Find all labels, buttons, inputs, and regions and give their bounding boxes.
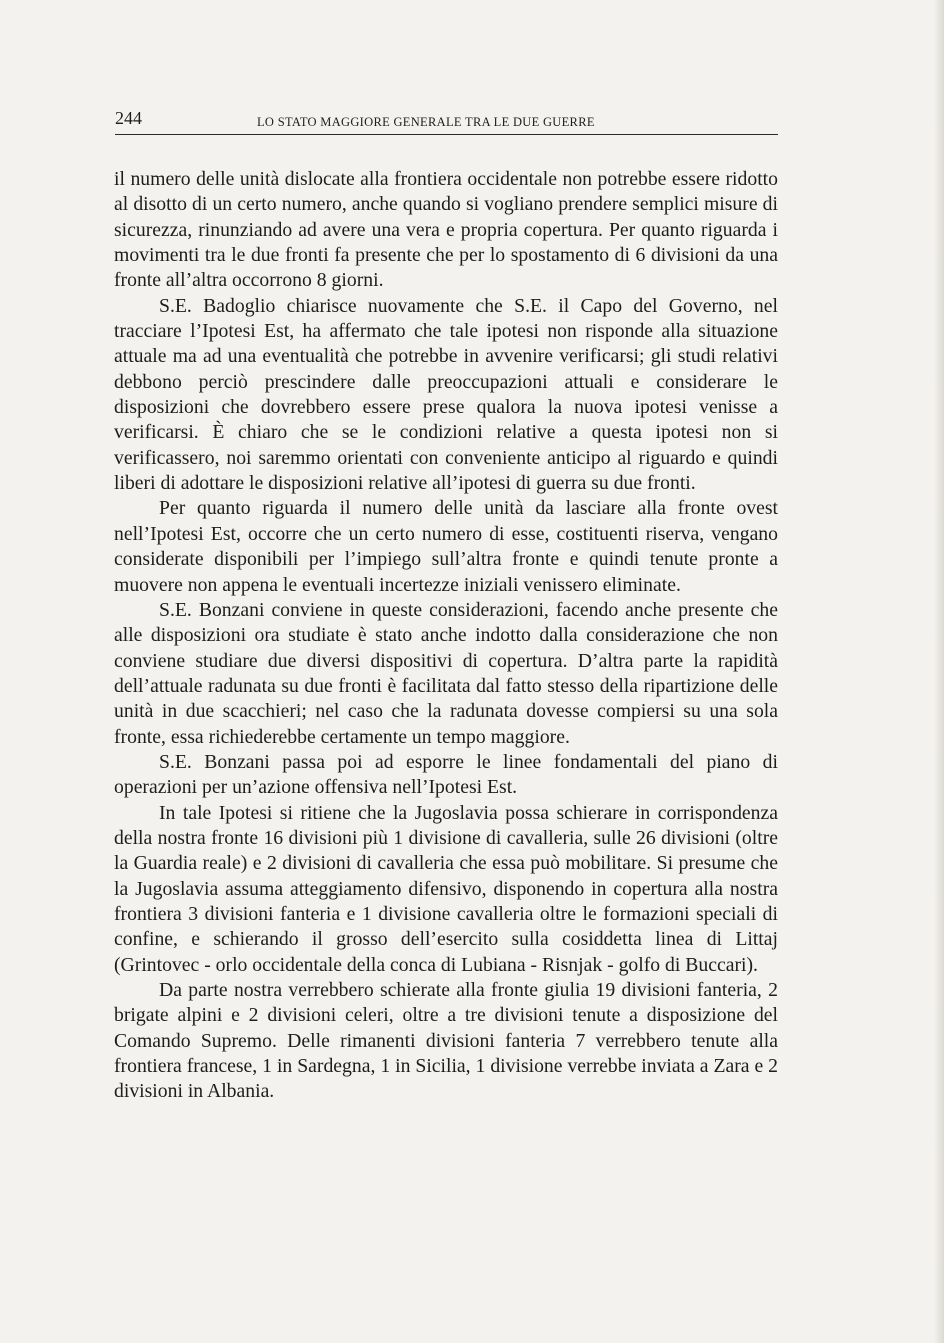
paragraph: Per quanto riguarda il numero delle unità da lasciare alla fronte ovest nell’Ipotesi Est, occorre che un certo numero di esse, costituenti riserva, vengano considerate disponibili per l’impiego sull’altra fronte e quindi tenute pronte a muovere non appena le eventuali incertezze iniziali venissero eliminate.: [114, 497, 778, 596]
paragraph: S.E. Badoglio chiarisce nuovamente che S.E. il Capo del Governo, nel tracciare l’Ipotesi Est, ha affermato che tale ipotesi non risponde alla situazione attuale ma ad una eventualità che potrebbe in avvenire verificarsi; gli studi relativi debbono perciò prescindere dalle preoccupazioni attuali e considerare le disposizioni che dovrebbero essere prese qualora la nuova ipotesi venisse a verificarsi. È chiaro che se le condizioni relative a questa ipotesi non si verificassero, noi saremmo orientati con conveniente anticipo al riguardo e quindi liberi di adottare le disposizioni relative all’ipotesi di guerra su due fronti.: [114, 294, 778, 495]
paragraph: Da parte nostra verrebbero schierate alla fronte giulia 19 divisioni fanteria, 2 brigate alpini e 2 divisioni celeri, oltre a tre divisioni tenute a disposizione del Comando Supremo. Delle rimanenti divisioni fanteria 7 verrebbero tenute alla frontiera francese, 1 in Sardegna, 1 in Sicilia, 1 divisione verrebbe inviata a Zara e 2 divisioni in Albania.: [114, 979, 778, 1103]
paragraph: il numero delle unità dislocate alla frontiera occidentale non potrebbe essere ridotto al disotto di un certo numero, anche quando si vogliano prendere semplici misure di sicurezza, rinunziando ad avere una vera e propria copertura. Per quanto riguarda i movimenti tra le due fronti fa presente che per lo spostamento di 6 divisioni da una fronte all’altra occorrono 8 giorni.: [114, 168, 778, 292]
page-edge-shadow: [934, 0, 944, 1343]
body-text: [114, 167, 778, 1105]
paragraph: S.E. Bonzani conviene in queste considerazioni, facendo anche presente che alle disposizioni ora studiate è stato anche indotto dalla considerazione che non conviene studiare due diversi dispositivi di copertura. D’altra parte la rapidità dell’attuale radunata su due fronti è facilitata dal fatto stesso della ripartizione delle unità in due scacchieri; nel caso che la radunata dovesse compiersi su una sola fronte, essa richiederebbe certamente un tempo maggiore.: [114, 598, 778, 748]
page-header: [115, 104, 778, 135]
paragraph: In tale Ipotesi si ritiene che la Jugoslavia possa schierare in corrispondenza della nostra fronte 16 divisioni più 1 divisione di cavalleria, sulle 26 divisioni (oltre la Guardia reale) e 2 divisioni di cavalleria che essa può mobilitare. Si presume che la Jugoslavia assuma atteggiamento difensivo, disponendo in copertura alla nostra frontiera 3 divisioni fanteria e 1 divisione cavalleria oltre le formazioni speciali di confine, e schierando il grosso dell’esercito sulla cosiddetta linea di Littaj (Grintovec - orlo occidentale della conca di Lubiana - Risnjak - golfo di Buccari).: [114, 801, 778, 976]
running-title: LO STATO MAGGIORE GENERALE TRA LE DUE GUERRE: [257, 115, 595, 129]
paragraph: S.E. Bonzani passa poi ad esporre le linee fondamentali del piano di operazioni per un’azione offensiva nell’Ipotesi Est.: [114, 750, 778, 799]
page-number: 244: [115, 108, 142, 128]
